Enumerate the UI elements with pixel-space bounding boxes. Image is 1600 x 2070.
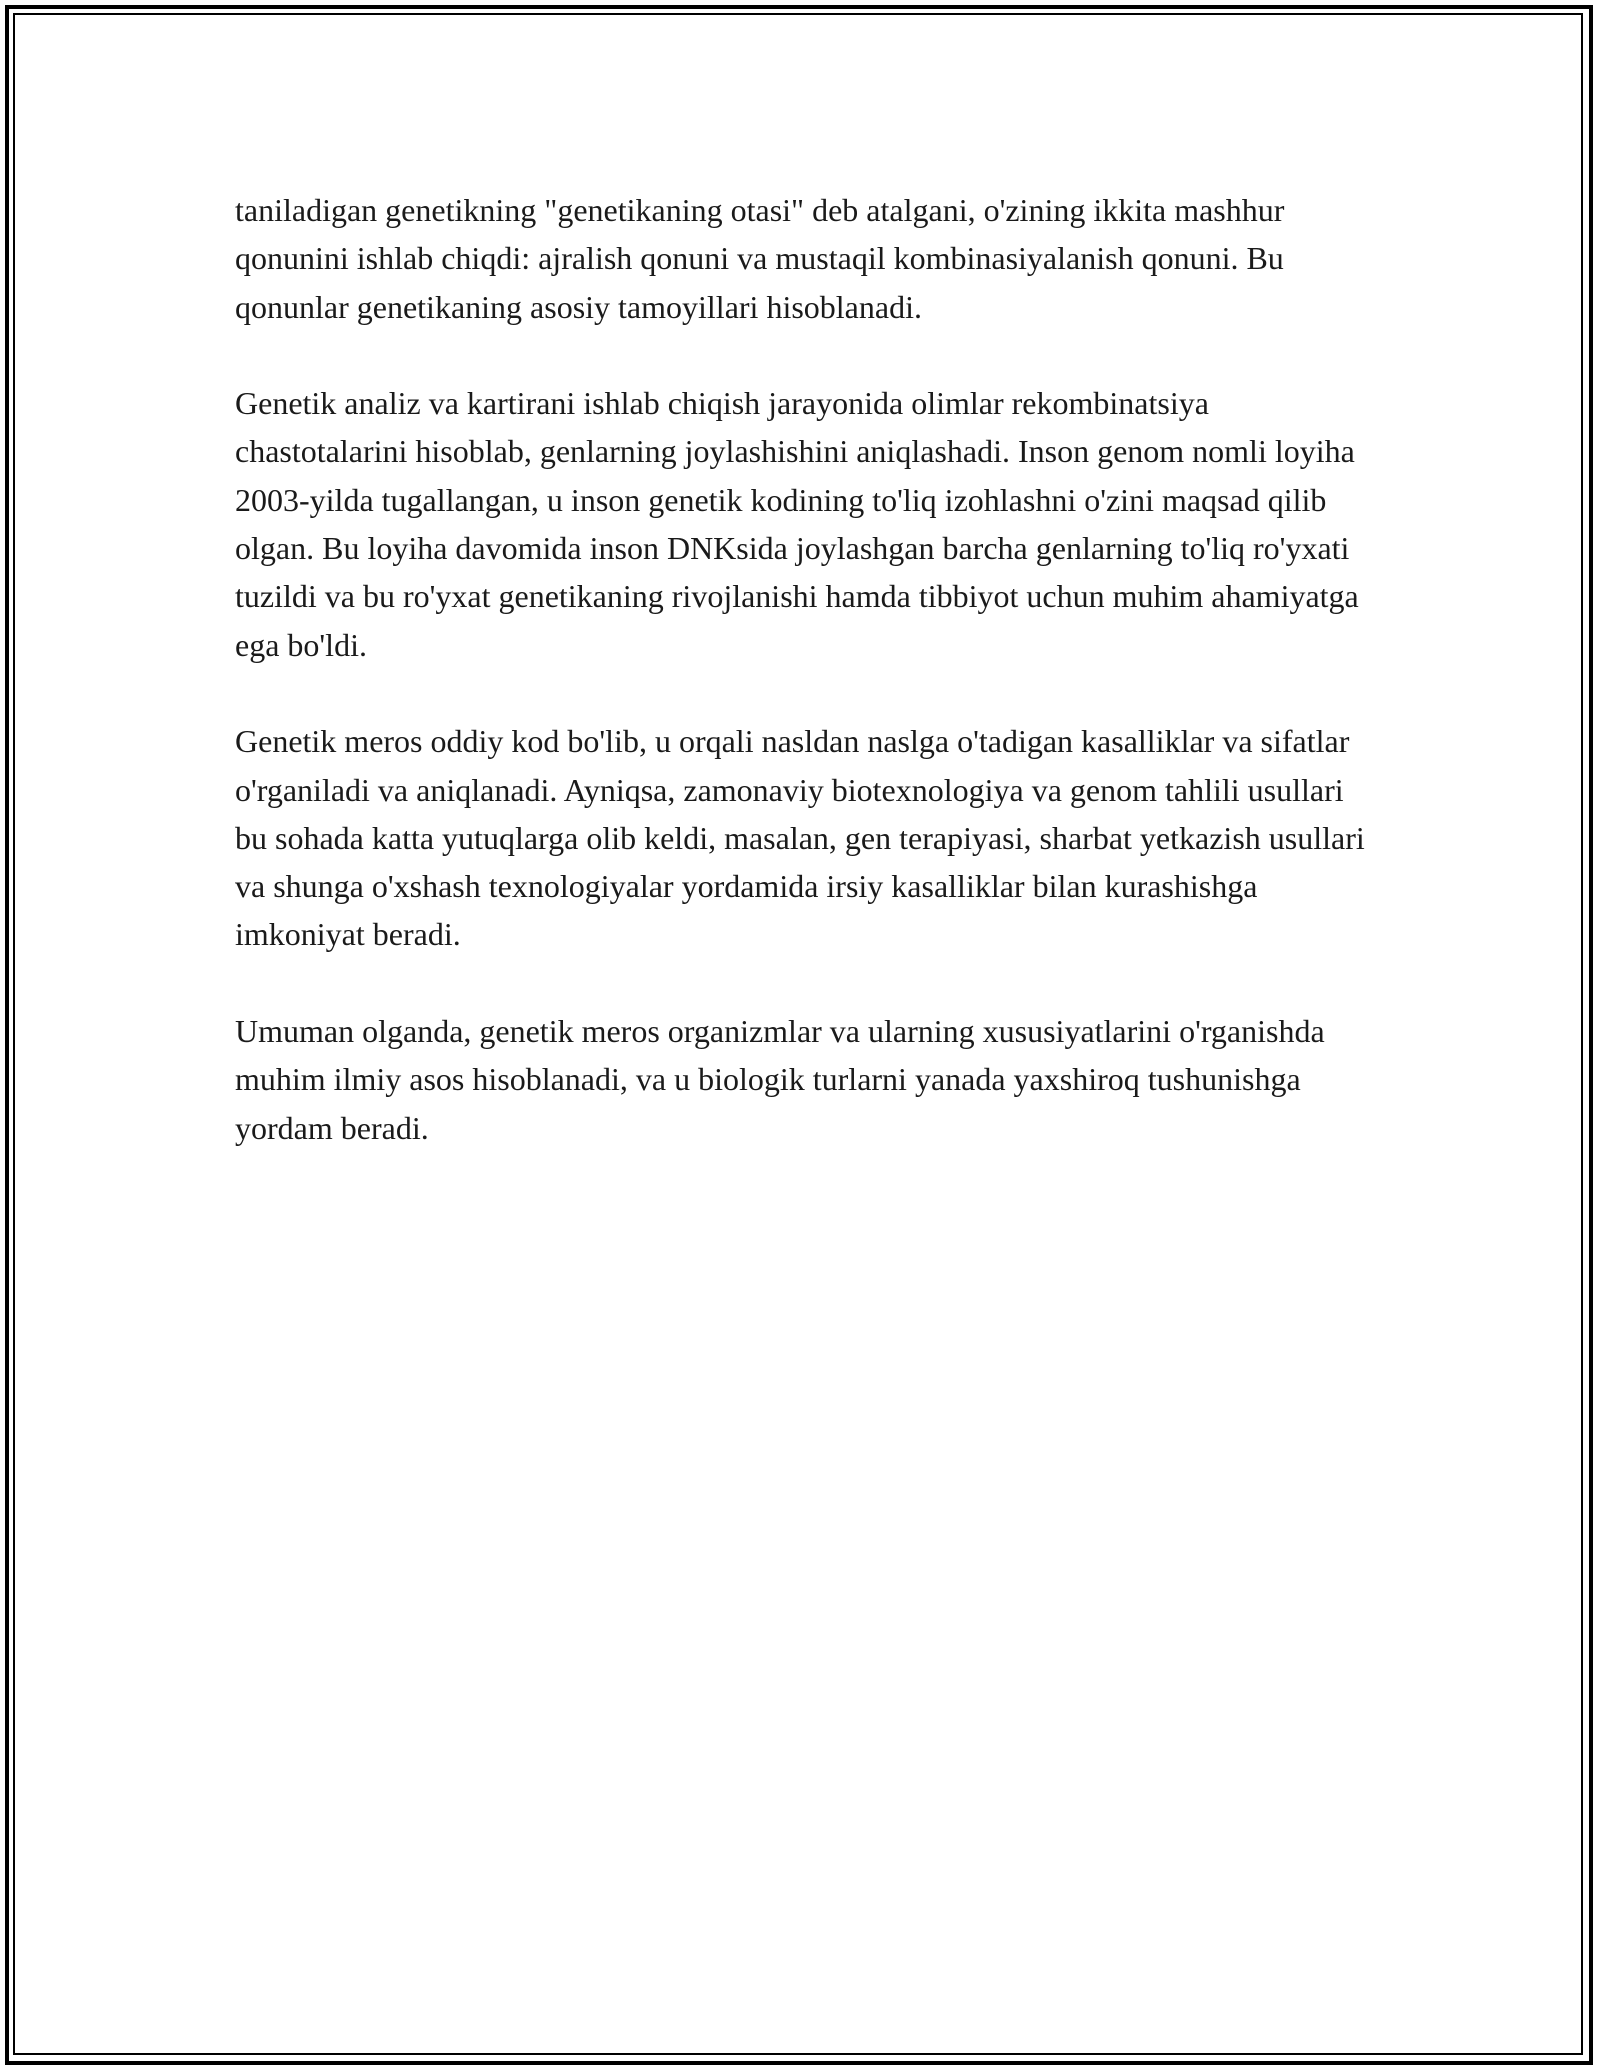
document-body (235, 186, 1375, 1200)
paragraph-genetic-heritage: Genetik meros oddiy kod bo'lib, u orqali nasldan naslga o'tadigan kasalliklar va sifatlar o'rganiladi va aniqlanadi. Ayniqsa, zamonaviy biotexnologiya va genom tahlili usullari bu sohada katta yutuqlarga olib keldi, masalan, gen terapiyasi, sharbat yetkazish usullari va shunga o'xshash texnologiyalar yordamida irsiy kasalliklar bilan kurashishga imkoniyat beradi. (235, 723, 1365, 953)
paragraph-genome-project: Genetik analiz va kartirani ishlab chiqish jarayonida olimlar rekombinatsiya chastotalarini hisoblab, genlarning joylashishini aniqlashadi. Inson genom nomli loyiha 2003-yilda tugallangan, u inson genetik kodining to'liq izohlashni o'zini maqsad qilib olgan. Bu loyiha davomida inson DNKsida joylashgan barcha genlarning to'liq ro'yxati tuzildi va bu ro'yxat genetikaning rivojlanishi hamda tibbiyot uchun muhim ahamiyatga ega bo'ldi. (235, 385, 1359, 663)
paragraph-mendel-laws: taniladigan genetikning "genetikaning otasi" deb atalgani, o'zining ikkita mashhur qonunini ishlab chiqdi: ajralish qonuni va mustaqil kombinasiyalanish qonuni. Bu qonunlar genetikaning asosiy tamoyillari hisoblanadi. (235, 192, 1285, 325)
paragraph-conclusion: Umuman olganda, genetik meros organizmlar va ularning xususiyatlarini o'rganishda muhim ilmiy asos hisoblanadi, va u biologik turlarni yanada yaxshiroq tushunishga yordam beradi. (235, 1013, 1325, 1146)
